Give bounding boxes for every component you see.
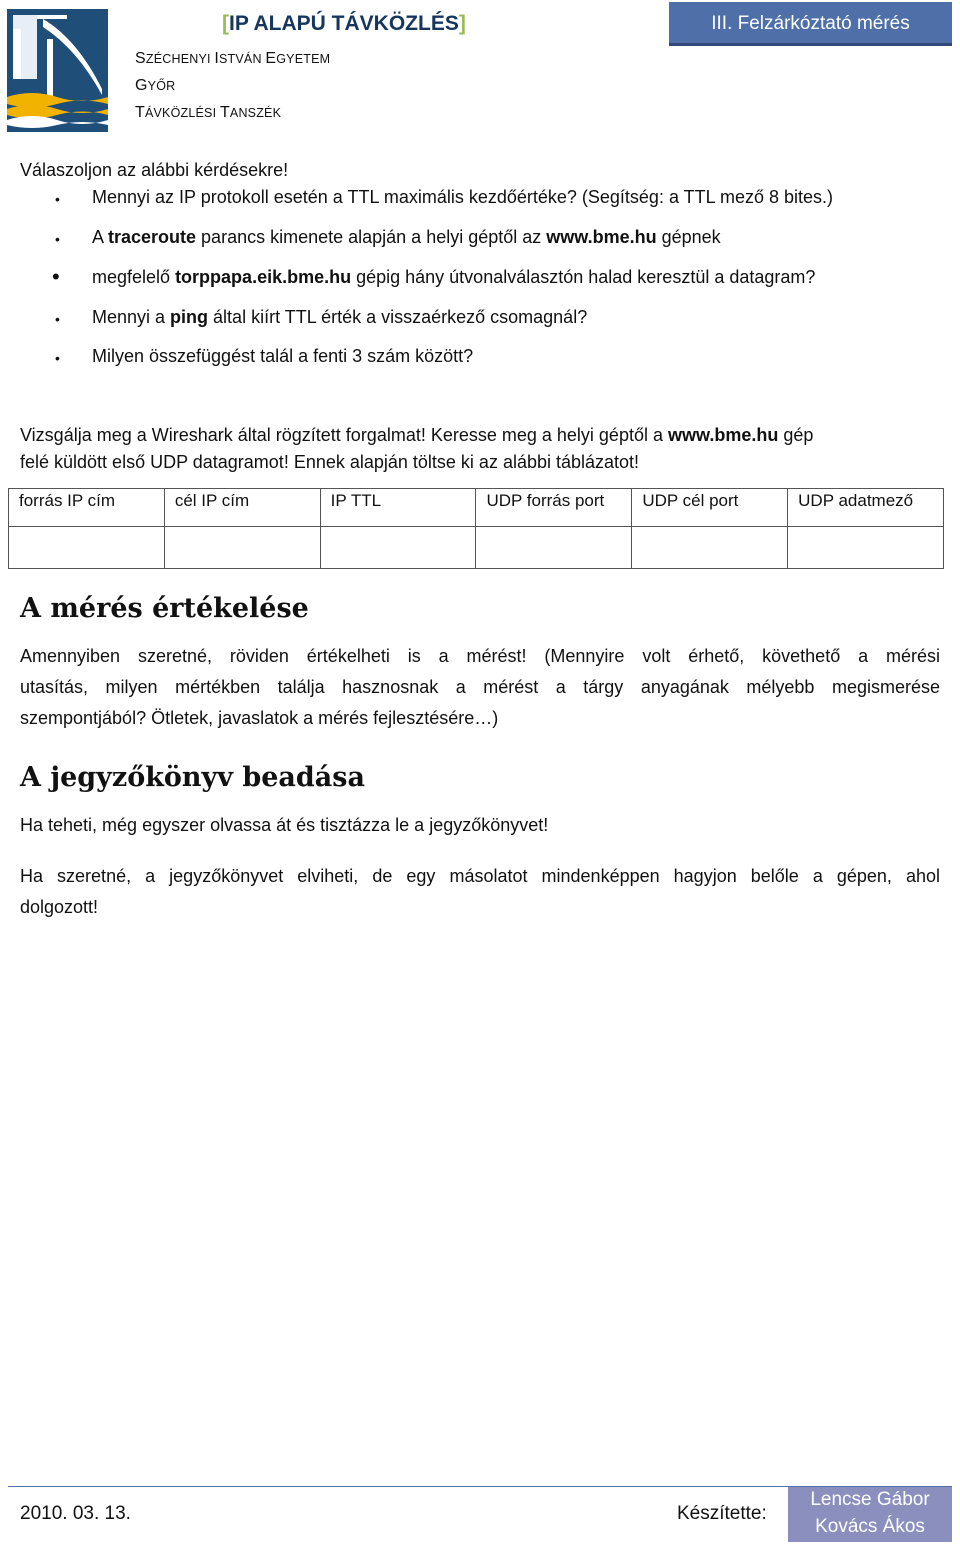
bullet-icon: • [55, 311, 60, 327]
question-item [92, 264, 815, 290]
question-text: Mennyi a [92, 307, 171, 327]
ip-ttl-cell[interactable] [320, 527, 476, 569]
instruction-text: gép [778, 425, 814, 445]
question-text: által kiírt TTL érték a visszaérkező csomagnál? [208, 307, 588, 327]
university-logo [7, 9, 108, 132]
question-text: megfelelő [92, 267, 176, 287]
question-text: parancs kimenete alapján a helyi géptől az [196, 227, 547, 247]
smallcaps-initial: T [135, 104, 145, 121]
author-name: Kovács Ákos [815, 1516, 925, 1537]
submission-text-line: dolgozott! [20, 897, 99, 917]
destination-ip-cell[interactable] [164, 527, 320, 569]
question-text: Milyen összefüggést talál a fenti 3 szám között? [92, 346, 474, 366]
table-header-cell: cél IP cím [164, 489, 320, 527]
smallcaps-rest: ZÉCHENYI [145, 52, 215, 66]
evaluation-text-line: Amennyiben szeretné, röviden értékelheti is a mérést! (Mennyire volt érhető, követhető a mérési [20, 646, 940, 666]
command-name: ping [170, 307, 209, 327]
table-header-cell: IP TTL [320, 489, 476, 527]
smallcaps-rest: GYETEM [276, 52, 331, 66]
question-item [92, 224, 721, 250]
table-header-cell: UDP forrás port [476, 489, 632, 527]
wireshark-instruction-line2: felé küldött első UDP datagramot! Ennek alapján töltse ki az alábbi táblázatot! [20, 452, 640, 472]
smallcaps-initial: I [214, 50, 220, 67]
smallcaps-rest: YŐR [147, 79, 176, 93]
udp-datagram-table [8, 488, 944, 569]
smallcaps-initial: E [265, 50, 277, 67]
table-row [9, 527, 944, 569]
evaluation-heading: A mérés értékelése [20, 593, 309, 624]
smallcaps-rest: ANSZÉK [229, 106, 282, 120]
bullet-icon: • [55, 191, 60, 207]
host-name: www.bme.hu [546, 227, 657, 247]
question-text: gépnek [656, 227, 721, 247]
title-bracket-open: [ [222, 12, 229, 35]
evaluation-text-line: szempontjából? Ötletek, javaslatok a mérés fejlesztésére…) [20, 708, 499, 728]
footer-made-by-label: Készítette: [677, 1503, 767, 1524]
author-name: Lencse Gábor [810, 1489, 930, 1510]
smallcaps-rest: ÁVKÖZLÉSI [144, 106, 220, 120]
submission-text: Ha teheti, még egyszer olvassa át és tisztázza le a jegyzőkönyvet! [20, 815, 549, 835]
smallcaps-initial: S [135, 50, 146, 67]
university-logo-graphic [7, 9, 108, 132]
host-name: torppapa.eik.bme.hu [175, 267, 352, 287]
footer-date: 2010. 03. 13. [20, 1503, 131, 1524]
question-text: gépig hány útvonalválasztón halad keresztül a datagram? [351, 267, 816, 287]
question-item [92, 304, 587, 330]
smallcaps-rest: STVÁN [219, 52, 266, 66]
questions-intro: Válaszoljon az alábbi kérdésekre! [20, 160, 289, 180]
measurement-label: III. Felzárkóztató mérés [711, 13, 910, 34]
bullet-icon: • [52, 264, 60, 289]
institution-university [135, 50, 330, 68]
command-name: traceroute [108, 227, 197, 247]
instruction-text: Vizsgálja meg a Wireshark által rögzített forgalmat! Keresse meg a helyi géptől a [20, 425, 668, 445]
source-ip-cell[interactable] [9, 527, 165, 569]
table-header-row [9, 489, 944, 527]
table-header-cell: UDP cél port [632, 489, 788, 527]
smallcaps-initial: T [219, 104, 230, 121]
evaluation-text-line: utasítás, milyen mértékben találja hasznosnak a mérést a tárgy anyagának mélyebb megismerése [20, 677, 940, 697]
host-name: www.bme.hu [667, 425, 779, 445]
document-title [222, 12, 466, 36]
institution-city [135, 77, 175, 95]
bullet-icon: • [55, 231, 60, 247]
udp-source-port-cell[interactable] [476, 527, 632, 569]
wireshark-instruction-line1 [20, 422, 813, 448]
question-item [92, 184, 833, 210]
question-text: A [92, 227, 109, 247]
question-item [92, 343, 473, 369]
udp-data-cell[interactable] [788, 527, 944, 569]
udp-destination-port-cell[interactable] [632, 527, 788, 569]
institution-department [135, 104, 281, 122]
submission-heading: A jegyzőkönyv beadása [20, 762, 365, 793]
title-text: IP ALAPÚ TÁVKÖZLÉS [229, 12, 459, 35]
smallcaps-initial: G [135, 77, 148, 94]
table-header-cell: UDP adatmező [788, 489, 944, 527]
table-header-cell: forrás IP cím [9, 489, 165, 527]
bullet-icon: • [55, 350, 60, 366]
question-text: Mennyi az IP protokoll esetén a TTL maximális kezdőértéke? (Segítség: a TTL mező 8 bites.) [92, 187, 834, 207]
submission-text-line: Ha szeretné, a jegyzőkönyvet elviheti, de egy másolatot mindenképpen hagyjon belőle a gépen, ahol [20, 866, 940, 886]
title-bracket-close: ] [458, 12, 466, 35]
